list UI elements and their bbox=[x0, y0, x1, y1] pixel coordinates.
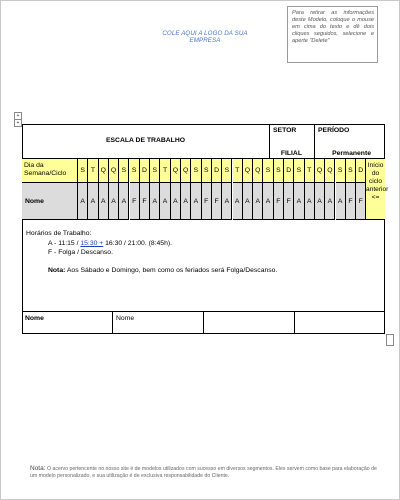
schedule-cell[interactable]: A bbox=[119, 183, 129, 220]
signature-blank-2[interactable] bbox=[295, 311, 385, 334]
day-cell[interactable]: Q bbox=[325, 159, 335, 183]
schedule-cell[interactable]: A bbox=[294, 183, 304, 220]
day-cell[interactable]: Q bbox=[171, 159, 181, 183]
day-cell[interactable]: D bbox=[212, 159, 222, 183]
schedule-cell[interactable]: F bbox=[140, 183, 150, 220]
schedule-cell[interactable]: F bbox=[356, 183, 366, 220]
disclaimer-footer: Nota: O acervo pertencente no nosso site é de modelos utilizados com sucesso em diversos segmentos. Eles servem como base para elaboração de um modelo personalizado, e sua utilização é de exclusiva responsabilidade do Cliente. bbox=[30, 465, 377, 479]
day-cell[interactable]: S bbox=[202, 159, 212, 183]
schedule-cell[interactable]: A bbox=[336, 183, 346, 220]
schedule-cell[interactable]: F bbox=[130, 183, 140, 220]
resize-handle[interactable] bbox=[386, 334, 394, 346]
shift-a-link[interactable]: 15:30 + bbox=[80, 239, 104, 247]
schedule-cell[interactable]: A bbox=[315, 183, 325, 220]
schedule-cell[interactable]: A bbox=[78, 183, 88, 220]
day-cell[interactable]: Q bbox=[243, 159, 253, 183]
schedule-note: Nota: Aos Sábado e Domingo, bem como os feriados será Folga/Descanso. bbox=[48, 266, 278, 274]
signature-name-left[interactable]: Nome bbox=[22, 311, 113, 334]
day-cell[interactable]: Q bbox=[181, 159, 191, 183]
day-cell[interactable]: Q bbox=[99, 159, 109, 183]
schedule-cell[interactable]: A bbox=[99, 183, 109, 220]
day-cell[interactable]: D bbox=[284, 159, 294, 183]
schedule-cell[interactable]: A bbox=[150, 183, 160, 220]
schedule-cell[interactable]: A bbox=[88, 183, 98, 220]
schedule-cell[interactable]: A bbox=[263, 183, 273, 220]
setor-label: SETOR bbox=[273, 127, 297, 134]
day-cell[interactable]: Q bbox=[315, 159, 325, 183]
work-hours-section[interactable] bbox=[26, 229, 376, 275]
schedule-cell[interactable]: F bbox=[202, 183, 212, 220]
table-bottom-border bbox=[22, 333, 385, 334]
signature-name-right[interactable]: Nome bbox=[113, 311, 204, 334]
schedule-cell[interactable]: A bbox=[191, 183, 201, 220]
schedule-cell[interactable]: A bbox=[233, 183, 243, 220]
periodo-cell[interactable] bbox=[315, 124, 385, 159]
day-cell[interactable]: S bbox=[263, 159, 273, 183]
instruction-box[interactable]: Para retirar as informações deste Modelo, coloque o mouse em cima do texto e dê dois cliques seguidos, selecione e aperte "Delete" bbox=[287, 6, 378, 63]
cycle-start-cell[interactable]: Início do ciclo anterior <= bbox=[366, 159, 385, 220]
shift-a-line: A - 11:15 / 15:30 + 16:30 / 21:00. (8:45h). bbox=[48, 239, 173, 247]
hours-heading: Horários de Trabalho: bbox=[26, 230, 92, 237]
schedule-cell[interactable]: A bbox=[181, 183, 191, 220]
day-cell[interactable]: Q bbox=[253, 159, 263, 183]
day-cell[interactable]: S bbox=[150, 159, 160, 183]
schedule-cell[interactable]: A bbox=[109, 183, 119, 220]
day-cell[interactable]: S bbox=[222, 159, 232, 183]
schedule-cell[interactable]: A bbox=[325, 183, 335, 220]
schedule-cell[interactable]: A bbox=[243, 183, 253, 220]
day-cell[interactable]: S bbox=[346, 159, 356, 183]
note-label: Nota: bbox=[48, 266, 66, 274]
day-cell[interactable]: T bbox=[305, 159, 315, 183]
schedule-cell[interactable]: F bbox=[212, 183, 222, 220]
schedule-cell[interactable]: A bbox=[160, 183, 170, 220]
day-cell[interactable]: D bbox=[356, 159, 366, 183]
periodo-value: Permanente bbox=[332, 150, 371, 157]
shift-f-line: F - Folga / Descanso. bbox=[48, 249, 113, 256]
day-cell[interactable]: T bbox=[160, 159, 170, 183]
schedule-cell[interactable]: A bbox=[171, 183, 181, 220]
schedule-cell[interactable]: A bbox=[222, 183, 232, 220]
setor-cell[interactable] bbox=[270, 124, 315, 159]
day-cell[interactable]: S bbox=[78, 159, 88, 183]
day-cell[interactable]: T bbox=[233, 159, 243, 183]
day-cell[interactable]: D bbox=[140, 159, 150, 183]
day-cell[interactable]: T bbox=[88, 159, 98, 183]
day-row-label: Dia da Semana/Ciclo bbox=[22, 159, 78, 183]
schedule-cell[interactable]: F bbox=[274, 183, 284, 220]
name-row-label: Nome bbox=[22, 183, 78, 220]
table-move-handle[interactable]: + bbox=[14, 119, 22, 127]
schedule-cell[interactable]: A bbox=[253, 183, 263, 220]
schedule-cell[interactable]: F bbox=[346, 183, 356, 220]
day-cell[interactable]: S bbox=[191, 159, 201, 183]
day-cell[interactable]: S bbox=[336, 159, 346, 183]
day-cell[interactable]: S bbox=[130, 159, 140, 183]
day-cell[interactable]: S bbox=[119, 159, 129, 183]
day-cell[interactable]: Q bbox=[109, 159, 119, 183]
setor-value: FILIAL bbox=[280, 150, 302, 157]
day-cell[interactable]: S bbox=[274, 159, 284, 183]
schedule-cell[interactable]: F bbox=[284, 183, 294, 220]
periodo-label: PERÍODO bbox=[318, 127, 350, 134]
schedule-cell[interactable]: A bbox=[305, 183, 315, 220]
signature-blank-1[interactable] bbox=[204, 311, 295, 334]
table-move-handle[interactable]: + bbox=[14, 112, 22, 120]
schedule-title: ESCALA DE TRABALHO bbox=[22, 124, 270, 159]
logo-placeholder[interactable]: COLE AQUI A LOGO DA SUA EMPRESA bbox=[162, 30, 248, 44]
day-cell[interactable]: S bbox=[294, 159, 304, 183]
